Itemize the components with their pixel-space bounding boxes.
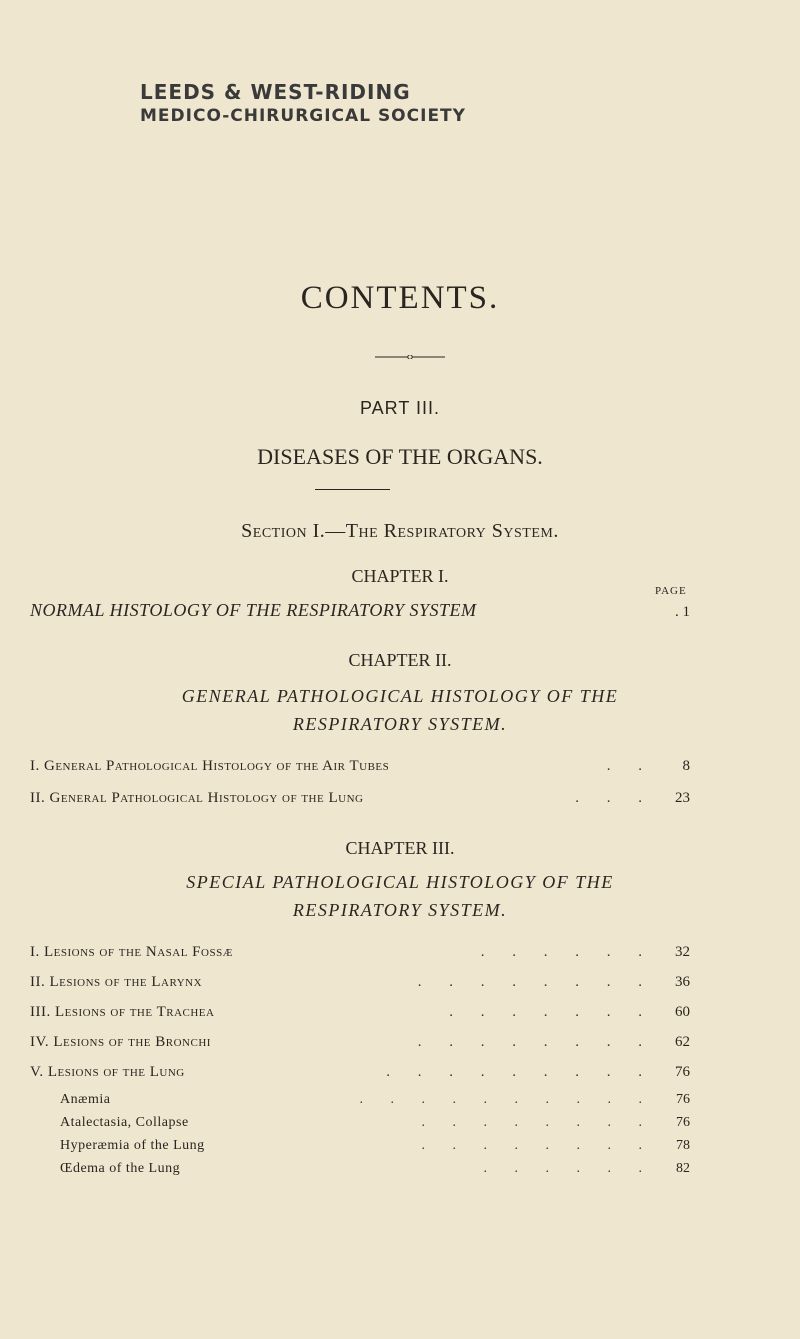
- toc-entry-label: V. Lesions of the Lung: [30, 1064, 185, 1080]
- toc-entry-page: 36: [675, 974, 690, 990]
- toc-entry-label: I. Lesions of the Nasal Fossæ: [30, 944, 233, 960]
- toc-subentry-page: 82: [676, 1161, 690, 1176]
- toc-subentry[interactable]: Œdema of the Lung . . . . . . 82: [60, 1161, 690, 1176]
- chapter-2-title-line2: RESPIRATORY SYSTEM.: [292, 714, 508, 734]
- chapter-2-title-line1: GENERAL PATHOLOGICAL HISTOLOGY OF THE: [181, 686, 619, 706]
- toc-entry-page: 23: [675, 790, 690, 806]
- part-heading: PART III.: [359, 398, 441, 418]
- part-title: DISEASES OF THE ORGANS.: [257, 444, 543, 469]
- toc-entry[interactable]: II. Lesions of the Larynx . . . . . . . . 36: [30, 974, 690, 990]
- toc-entry-page: 32: [675, 944, 690, 960]
- toc-subentry-label: Hyperæmia of the Lung: [60, 1138, 205, 1153]
- toc-entry-label: IV. Lesions of the Bronchi: [30, 1034, 211, 1050]
- chapter-1-page: . 1: [675, 604, 690, 620]
- toc-entry-label: III. Lesions of the Trachea: [30, 1004, 215, 1020]
- divider-rule: [315, 489, 390, 490]
- toc-subentry-page: 78: [676, 1138, 690, 1153]
- toc-entry-page: 76: [675, 1064, 690, 1080]
- chapter-1-entry[interactable]: [30, 600, 690, 622]
- toc-entry-page: 60: [675, 1004, 690, 1020]
- toc-entry[interactable]: III. Lesions of the Trachea . . . . . . . 60: [30, 1004, 690, 1020]
- toc-entry[interactable]: II. General Pathological Histology of the Lung . . . 23: [30, 790, 690, 806]
- library-stamp-line1: LEEDS & WEST-RIDING: [140, 80, 411, 104]
- toc-subentry[interactable]: Anæmia . . . . . . . . . . 76: [60, 1092, 690, 1107]
- section-heading: Section I.—The Respiratory System.: [241, 520, 559, 542]
- toc-subentry[interactable]: Atalectasia, Collapse . . . . . . . . 76: [60, 1115, 690, 1130]
- toc-entry-page: 62: [675, 1034, 690, 1050]
- toc-entry-label: I. General Pathological Histology of the Air Tubes: [30, 758, 390, 774]
- page-column-header: PAGE: [655, 585, 687, 597]
- toc-entry[interactable]: IV. Lesions of the Bronchi . . . . . . . . 62: [30, 1034, 690, 1050]
- ornament-divider: [375, 355, 445, 359]
- toc-subentry[interactable]: Hyperæmia of the Lung . . . . . . . . 78: [60, 1138, 690, 1153]
- toc-entry[interactable]: I. General Pathological Histology of the Air Tubes . . 8: [30, 758, 690, 774]
- page-title: CONTENTS.: [300, 280, 500, 316]
- toc-subentry-label: Atalectasia, Collapse: [60, 1115, 189, 1130]
- toc-entry[interactable]: V. Lesions of the Lung . . . . . . . . . 76: [30, 1064, 690, 1080]
- chapter-3-title-line2: RESPIRATORY SYSTEM.: [292, 900, 508, 920]
- chapter-1-heading: CHAPTER I.: [351, 566, 449, 586]
- chapter-3-title-line1: SPECIAL PATHOLOGICAL HISTOLOGY OF THE: [186, 872, 614, 892]
- toc-entry-label: II. General Pathological Histology of the Lung: [30, 790, 364, 806]
- chapter-1-title: NORMAL HISTOLOGY OF THE RESPIRATORY SYSTEM: [30, 600, 477, 620]
- toc-subentry-label: Anæmia: [60, 1092, 111, 1107]
- chapter-2-heading: CHAPTER II.: [348, 650, 452, 670]
- toc-subentry-page: 76: [676, 1115, 690, 1130]
- library-stamp-line2: MEDICO-CHIRURGICAL SOCIETY: [140, 106, 466, 126]
- chapter-3-heading: CHAPTER III.: [345, 838, 455, 858]
- toc-entry[interactable]: I. Lesions of the Nasal Fossæ . . . . . . 32: [30, 944, 690, 960]
- toc-subentry-page: 76: [676, 1092, 690, 1107]
- toc-subentry-label: Œdema of the Lung: [60, 1161, 181, 1176]
- toc-entry-page: 8: [682, 758, 690, 774]
- toc-entry-label: II. Lesions of the Larynx: [30, 974, 203, 990]
